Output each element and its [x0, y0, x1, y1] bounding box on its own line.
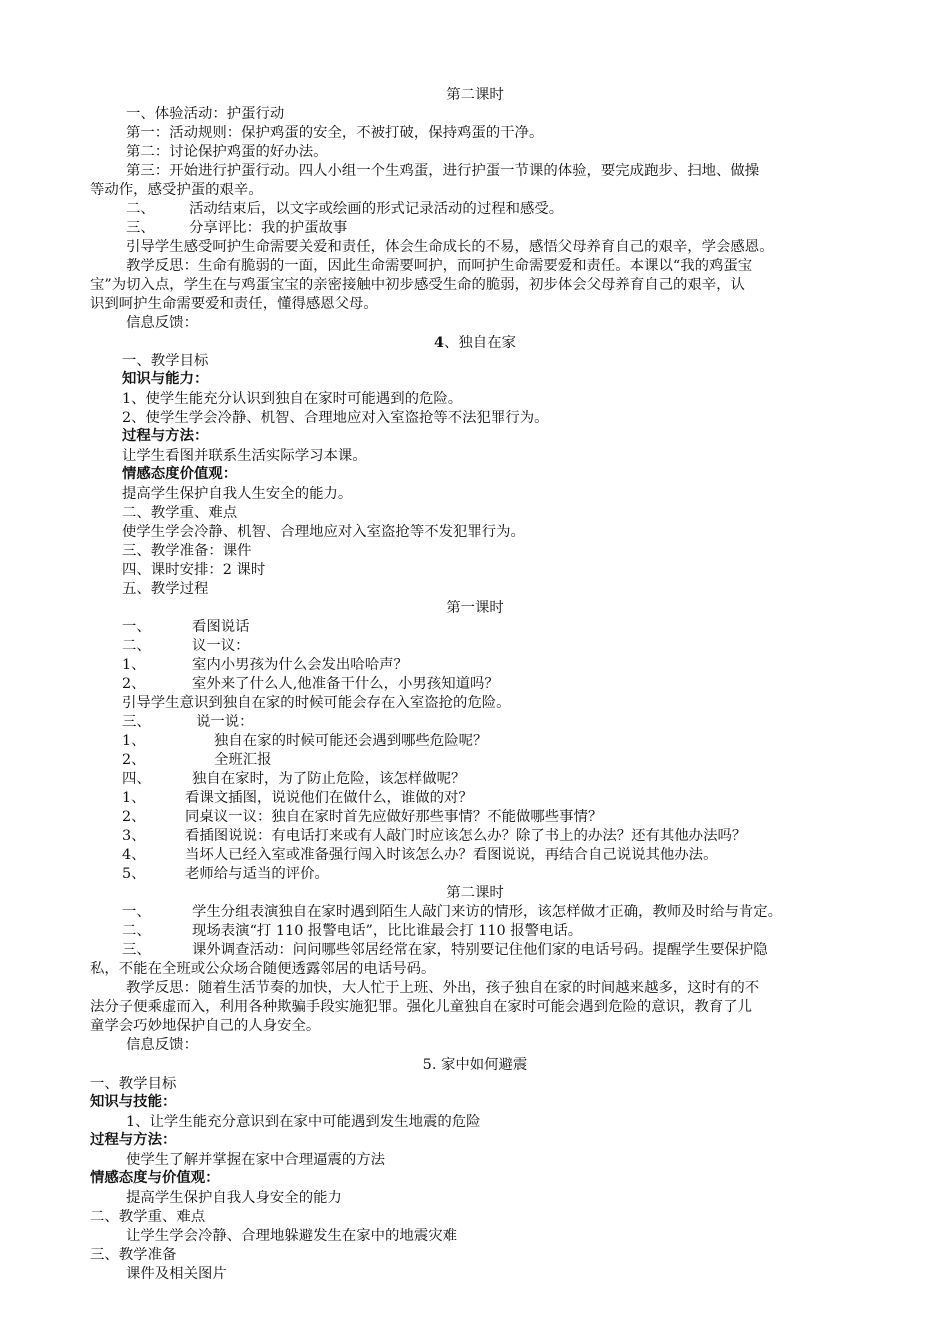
item-text: 同桌议一议：独自在家时首先应做好那些事情？不能做哪些事情？	[185, 809, 603, 825]
paragraph-line: 1、使学生能充分认识到独自在家时可能遇到的危险。	[122, 391, 463, 407]
paragraph-line: 引导学生意识到独自在家的时候可能会存在入室盗抢的危险。	[122, 695, 511, 711]
item-text: 独自在家的时候可能还会遇到哪些危险呢？	[214, 733, 488, 749]
item-number: 三、	[122, 714, 151, 730]
item-number: 1、	[122, 733, 146, 749]
item-number: 2、	[122, 676, 146, 692]
paragraph-line: 法分子便乘虚而入，利用各种欺骗手段实施犯罪。强化儿童独自在家时可能会遇到危险的意识，教育了儿	[90, 999, 752, 1015]
item-number: 1、	[122, 790, 146, 806]
section-heading: 三、教学准备：课件	[122, 543, 252, 559]
paragraph-line: 第二：讨论保护鸡蛋的好办法。	[126, 144, 328, 160]
item-text: 学生分组表演独自在家时遇到陌生人敲门来访的情形，该怎样做才正确，教师及时给与肯定。	[192, 904, 783, 920]
paragraph-line: 教学反思：生命有脆弱的一面，因此生命需要呵护，而呵护生命需要爱和责任。本课以“我的鸡蛋宝	[126, 258, 753, 274]
item-number: 1、	[122, 657, 146, 673]
item-text: 当坏人已经入室或准备强行闯入时该怎么办？看图说说，再结合自己说说其他办法。	[185, 847, 718, 863]
numbered-item	[126, 219, 347, 238]
paragraph-line: 使学生了解并掌握在家中合理逼震的方法	[126, 1152, 386, 1168]
paragraph-line: 信息反馈：	[126, 315, 198, 331]
paragraph-line: 课件及相关图片	[126, 1266, 227, 1282]
paragraph-line: 2、使学生学会冷静、机智、合理地应对入室盗抢等不法犯罪行为。	[122, 410, 549, 426]
paragraph-line: 宝”为切入点，学生在与鸡蛋宝宝的亲密接触中初步感受生命的脆弱，初步体会父母养育自己的艰辛，认	[90, 277, 745, 293]
chapter-number: 4	[434, 334, 445, 351]
item-text: 看课文插图，说说他们在做什么，谁做的对？	[185, 790, 473, 806]
section-heading: 一、教学目标	[122, 353, 209, 369]
item-number: 二、	[126, 201, 155, 217]
section-heading: 一、教学目标	[90, 1076, 177, 1092]
paragraph-line: 私，不能在全班或公众场合随便透露邻居的电话号码。	[90, 961, 436, 977]
list-item	[122, 713, 254, 732]
item-number: 5、	[122, 866, 146, 882]
paragraph-line: 让学生学会冷静、合理地躲避发生在家中的地震灾难	[126, 1228, 457, 1244]
item-text: 现场表演“打 110 报警电话”，比比谁最会打 110 报警电话。	[192, 923, 583, 939]
subsection-heading: 知识与能力：	[122, 371, 209, 387]
item-number: 四、	[122, 771, 151, 787]
item-number: 2、	[122, 809, 146, 825]
list-item	[122, 865, 329, 884]
paragraph-line: 第一：活动规则：保护鸡蛋的安全，不被打破，保持鸡蛋的干净。	[126, 125, 544, 141]
paragraph-line: 等动作，感受护蛋的艰辛。	[90, 182, 263, 198]
paragraph-line: 识到呵护生命需要爱和责任，懂得感恩父母。	[90, 296, 378, 312]
chapter-title-text: 、独自在家	[444, 335, 516, 351]
paragraph-line: 引导学生感受呵护生命需要关爱和责任，体会生命成长的不易，感悟父母养育自己的艰辛，学会感恩。	[126, 239, 774, 255]
subsection-heading: 过程与方法：	[122, 428, 209, 444]
item-number: 三、	[122, 942, 151, 958]
lesson-title: 第二课时	[446, 87, 504, 103]
paragraph-line: 教学反思：随着生活节奏的加快，大人忙于上班、外出，孩子独自在家的时间越来越多，这时有的不	[126, 980, 760, 996]
list-item	[122, 618, 250, 637]
section-heading: 五、教学过程	[122, 581, 209, 597]
list-item	[122, 827, 746, 846]
section-heading: 三、教学准备	[90, 1247, 177, 1263]
section-heading: 二、教学重、难点	[90, 1209, 206, 1225]
item-text: 室内小男孩为什么会发出哈哈声？	[192, 657, 408, 673]
list-item	[122, 732, 487, 751]
item-text: 议一议：	[192, 638, 250, 654]
paragraph-line: 信息反馈：	[126, 1037, 198, 1053]
lesson-title: 第一课时	[446, 600, 504, 616]
chapter-title	[0, 333, 950, 353]
list-item	[122, 751, 272, 770]
list-item	[122, 675, 499, 694]
item-number: 4、	[122, 847, 146, 863]
list-item	[122, 903, 782, 922]
subsection-heading: 情感态度价值观：	[122, 466, 238, 482]
item-number: 2、	[122, 752, 146, 768]
list-item	[122, 941, 768, 960]
paragraph-line: 第三：开始进行护蛋行动。四人小组一个生鸡蛋，进行护蛋一节课的体验，要完成跑步、扫地、做操	[126, 163, 760, 179]
paragraph-line: 提高学生保护自我人身安全的能力	[126, 1190, 342, 1206]
item-text: 课外调查活动：问问哪些邻居经常在家，特别要记住他们家的电话号码。提醒学生要保护隐	[192, 942, 768, 958]
item-text: 看插图说说：有电话打来或有人敲门时应该怎么办？除了书上的办法？还有其他办法吗？	[185, 828, 747, 844]
lesson-title: 第二课时	[446, 885, 504, 901]
list-item	[122, 770, 465, 789]
item-text: 说一说：	[196, 714, 254, 730]
list-item	[122, 789, 473, 808]
item-text: 独自在家时，为了防止危险，该怎样做呢？	[192, 771, 466, 787]
item-text: 分享评比：我的护蛋故事	[189, 220, 348, 236]
section-heading: 四、课时安排：2 课时	[122, 562, 266, 578]
list-item	[122, 922, 582, 941]
list-item	[122, 846, 717, 865]
item-text: 室外来了什么人,他准备干什么，小男孩知道吗？	[192, 676, 499, 692]
subsection-heading: 情感态度与价值观：	[90, 1170, 220, 1186]
paragraph-line: 使学生学会冷静、机智、合理地应对入室盗抢等不发犯罪行为。	[122, 524, 525, 540]
paragraph-line: 提高学生保护自我人生安全的能力。	[122, 486, 353, 502]
list-item	[122, 808, 602, 827]
paragraph-line: 童学会巧妙地保护自己的人身安全。	[90, 1018, 321, 1034]
section-heading: 二、教学重、难点	[122, 505, 238, 521]
list-item	[122, 637, 250, 656]
subsection-heading: 知识与技能：	[90, 1094, 177, 1110]
paragraph-line: 让学生看图并联系生活实际学习本课。	[122, 448, 367, 464]
item-number: 一、	[122, 904, 151, 920]
item-text: 看图说话	[192, 619, 250, 635]
chapter-title: 5. 家中如何避震	[422, 1057, 528, 1073]
item-number: 一、	[122, 619, 151, 635]
item-number: 二、	[122, 923, 151, 939]
paragraph-line: 一、体验活动：护蛋行动	[126, 106, 285, 122]
item-number: 3、	[122, 828, 146, 844]
item-text: 老师给与适当的评价。	[185, 866, 329, 882]
item-text: 活动结束后，以文字或绘画的形式记录活动的过程和感受。	[189, 201, 564, 217]
list-item	[122, 656, 408, 675]
numbered-item	[126, 200, 563, 219]
item-text: 全班汇报	[214, 752, 272, 768]
paragraph-line: 1、让学生能充分意识到在家中可能遇到发生地震的危险	[126, 1114, 481, 1130]
item-number: 三、	[126, 220, 155, 236]
subsection-heading: 过程与方法：	[90, 1132, 177, 1148]
item-number: 二、	[122, 638, 151, 654]
